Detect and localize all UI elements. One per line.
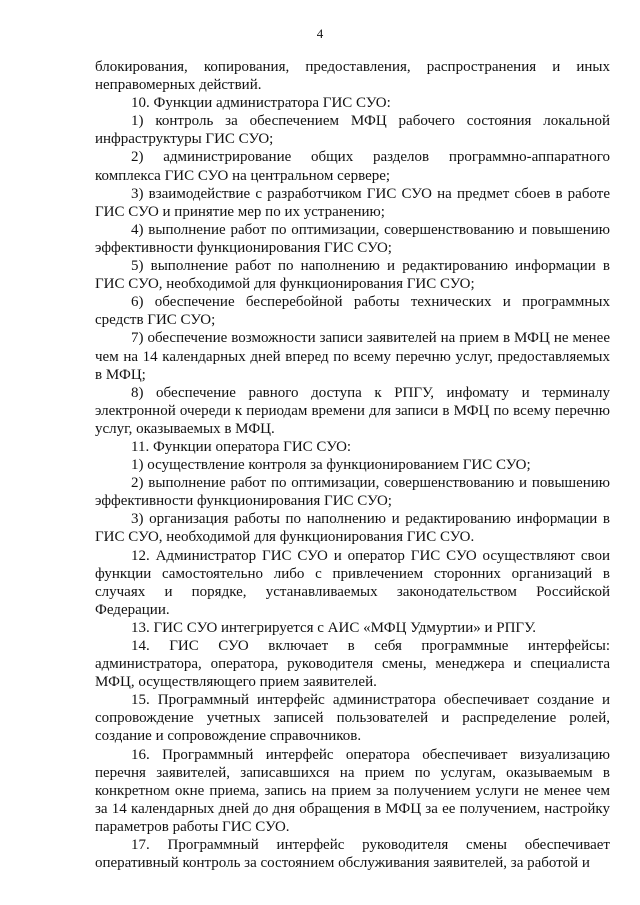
paragraph: 13. ГИС СУО интегрируется с АИС «МФЦ Удмуртии» и РПГУ. (131, 619, 537, 636)
paragraph: 14. ГИС СУО включает в себя программные интерфейсы: администратора, оператора, руководителя смены, менеджера и специалиста МФЦ, осуществляющего прием заявителей. (95, 638, 610, 691)
paragraph: блокирования, копирования, предоставления, распространения и иных неправомерных действий. (95, 59, 610, 94)
paragraph: 3) организация работы по наполнению и редактированию информации в ГИС СУО, необходимой для функционирования ГИС СУО. (95, 511, 610, 546)
paragraph: 11. Функции оператора ГИС СУО: (131, 438, 352, 455)
paragraph: 10. Функции администратора ГИС СУО: (131, 95, 391, 112)
paragraph: 12. Администратор ГИС СУО и оператор ГИС СУО осуществляют свои функции самостоятельно либо с привлечением сторонних организаций в случаях и порядке, устанавливаемых законодательством Российской Федерации. (95, 547, 610, 618)
paragraph: 4) выполнение работ по оптимизации, совершенствованию и повышению эффективности функционирования ГИС СУО; (95, 221, 610, 256)
document-body (95, 58, 610, 872)
paragraph: 2) выполнение работ по оптимизации, совершенствованию и повышению эффективности функционирования ГИС СУО; (95, 475, 610, 510)
paragraph: 5) выполнение работ по наполнению и редактированию информации в ГИС СУО, необходимой для функционирования ГИС СУО; (95, 258, 610, 293)
paragraph: 8) обеспечение равного доступа к РПГУ, инфомату и терминалу электронной очереди к периодам времени для записи в МФЦ по всему перечню услуг, оказываемых в МФЦ. (95, 384, 610, 437)
page-number: 4 (316, 26, 324, 41)
paragraph: 1) контроль за обеспечением МФЦ рабочего состояния локальной инфраструктуры ГИС СУО; (95, 113, 610, 148)
paragraph: 15. Программный интерфейс администратора обеспечивает создание и сопровождение учетных записей пользователей и распределение ролей, создание и сопровождение справочников. (95, 692, 610, 745)
paragraph: 7) обеспечение возможности записи заявителей на прием в МФЦ не менее чем на 14 календарных дней вперед по всему перечню услуг, предоставляемых в МФЦ; (95, 330, 610, 383)
paragraph: 3) взаимодействие с разработчиком ГИС СУО на предмет сбоев в работе ГИС СУО и принятие мер по их устранению; (95, 185, 610, 220)
paragraph: 17. Программный интерфейс руководителя смены обеспечивает оперативный контроль за состоянием обслуживания заявителей, за работой и (95, 837, 610, 872)
paragraph: 1) осуществление контроля за функционированием ГИС СУО; (131, 457, 531, 474)
paragraph: 2) администрирование общих разделов программно-аппаратного комплекса ГИС СУО на центральном сервере; (95, 149, 610, 184)
paragraph: 6) обеспечение бесперебойной работы технических и программных средств ГИС СУО; (95, 294, 610, 329)
paragraph: 16. Программный интерфейс оператора обеспечивает визуализацию перечня заявителей, записавшихся на прием по услугам, оказываемым в конкретном окне приема, запись на прием за получением услуги не менее чем за 14 календарных дней до дня обращения в МФЦ за ее получением, настройку параметров работы ГИС СУО. (95, 746, 610, 835)
